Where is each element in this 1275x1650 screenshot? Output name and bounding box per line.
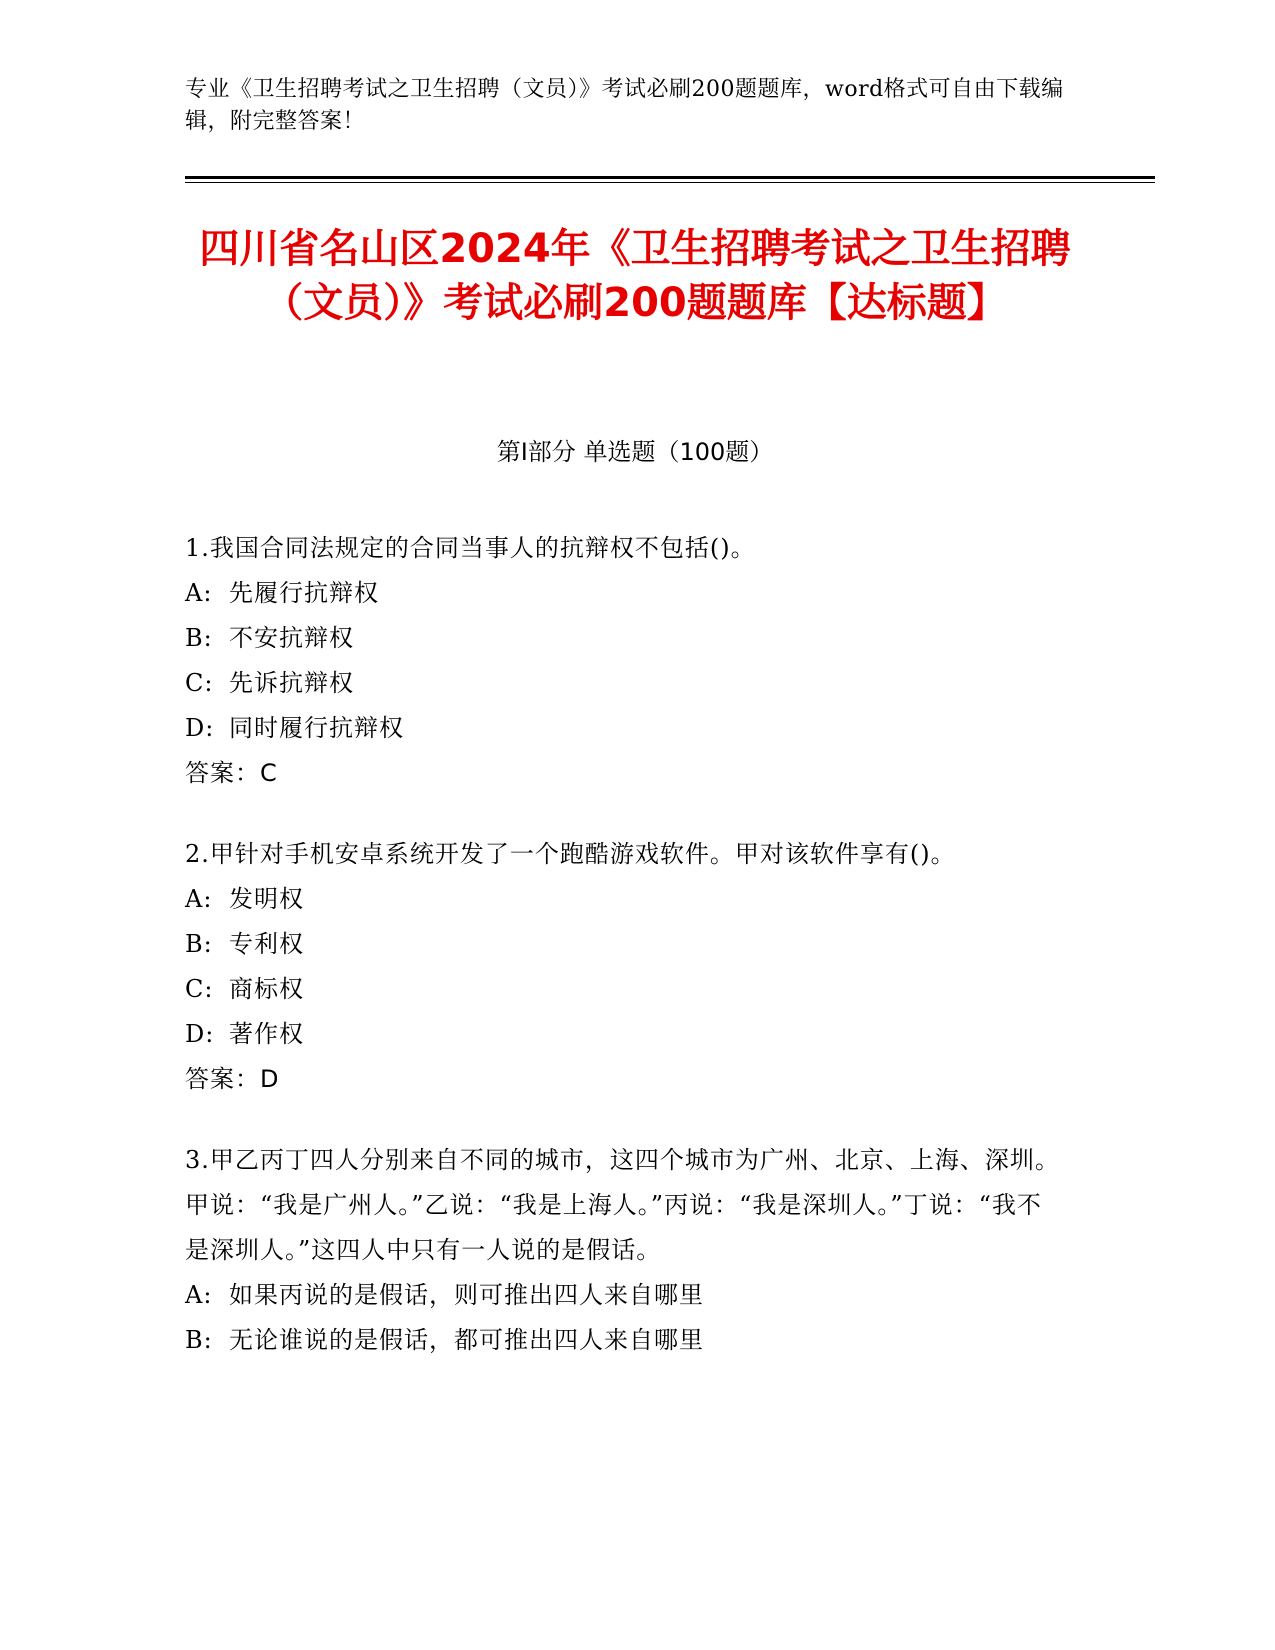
option-letter: D: [185,714,215,742]
option-a [185,571,1065,616]
question-item [185,526,1065,796]
answer-line: 答案：C [185,759,278,787]
intro-text: 专业《卫生招聘考试之卫生招聘（文员）》考试必刷200题题库，word格式可自由下载编辑，附完整答案！ [185,77,1064,134]
option-text: 不安抗辩权 [229,624,354,652]
option-letter: A: [185,1281,213,1309]
option-a [185,877,1065,922]
option-text: 如果丙说的是假话，则可推出四人来自哪里 [229,1281,704,1309]
document-title: 四川省名山区2024年《卫生招聘考试之卫生招聘（文员）》考试必刷200题题库【达标题】 [199,226,1071,326]
option-b [185,616,1065,661]
option-b [185,922,1065,967]
header-rule-thin [185,182,1155,183]
option-a [185,1273,1065,1318]
question-stem: 2.甲针对手机安卓系统开发了一个跑酷游戏软件。甲对该软件享有()。 [185,840,956,868]
option-c [185,967,1065,1012]
option-letter: A: [185,579,213,607]
question-stem: 3.甲乙丙丁四人分别来自不同的城市，这四个城市为广州、北京、上海、深圳。甲说：“我是广州人。”乙说：“我是上海人。”丙说：“我是深圳人。”丁说：“我不是深圳人。”这四人中只有一人说的是假话。 [185,1146,1060,1264]
option-text: 专利权 [229,930,304,958]
option-d [185,706,1065,751]
option-text: 发明权 [229,885,304,913]
option-b [185,1318,1065,1363]
question-list [185,526,1065,1399]
option-letter: B: [185,930,213,958]
option-letter: B: [185,624,213,652]
option-text: 无论谁说的是假话，都可推出四人来自哪里 [229,1326,704,1354]
option-letter: A: [185,885,213,913]
option-d [185,1012,1065,1057]
option-letter: B: [185,1326,213,1354]
answer-line: 答案：D [185,1065,280,1093]
option-text: 先履行抗辩权 [229,579,379,607]
option-letter: D: [185,1020,215,1048]
question-item [185,832,1065,1102]
option-letter: C: [185,975,214,1003]
option-text: 商标权 [229,975,304,1003]
option-text: 先诉抗辩权 [229,669,354,697]
option-text: 著作权 [229,1020,304,1048]
option-c [185,661,1065,706]
header-rule-thick [185,176,1155,179]
question-stem: 1.我国合同法规定的合同当事人的抗辩权不包括()。 [185,534,756,562]
section-heading: 第I部分 单选题（100题） [496,438,774,466]
question-item [185,1138,1065,1363]
option-letter: C: [185,669,214,697]
option-text: 同时履行抗辩权 [229,714,404,742]
